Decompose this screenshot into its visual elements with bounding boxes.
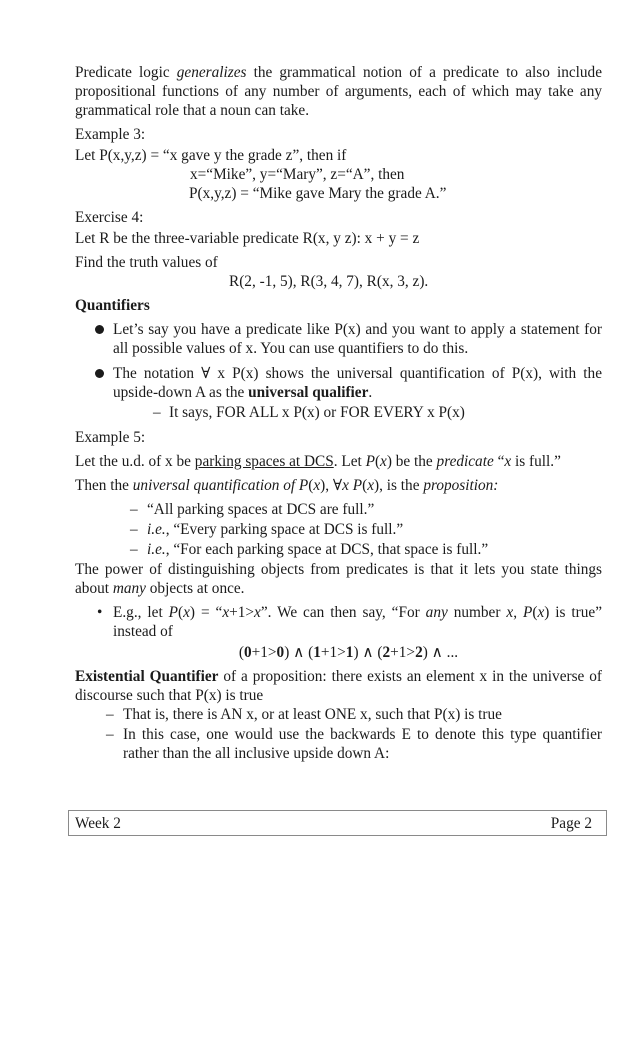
var: x — [367, 477, 375, 494]
example3-line2: x=“Mike”, y=“Mary”, z=“A”, then — [190, 166, 405, 183]
exercise4-label: Exercise 4: — [75, 209, 144, 226]
existential-paragraph — [75, 667, 602, 705]
example3-label: Example 3: — [75, 126, 146, 143]
text: ), is the — [374, 477, 424, 494]
text: Then the — [75, 477, 133, 494]
bullet-subitem — [113, 403, 602, 422]
text: ”. We can then say, “For — [260, 604, 426, 621]
bullet-text: Let’s say you have a predicate like P(x) and you want to apply a statement for all possible values of x. You can use quantifiers to do this. — [113, 321, 602, 357]
exercise4-line3: R(2, -1, 5), R(3, 4, 7), R(x, 3, z). — [229, 273, 429, 290]
num: 2 — [415, 644, 423, 661]
var: x P — [342, 477, 363, 494]
bullet-dot-icon — [95, 325, 104, 334]
bullet-icon: • — [97, 604, 103, 621]
footer-page-number: Page 2 — [550, 815, 592, 832]
example5-paragraph — [75, 452, 602, 471]
text: ( — [308, 477, 314, 494]
text: Let the u.d. of x be — [75, 453, 195, 470]
page-footer — [68, 810, 607, 836]
text: ) ∧ ... — [422, 644, 459, 661]
text: of a proposition: there exists an element x in the universe of discourse such that P(x) is true — [75, 668, 602, 704]
dash-marker: – — [106, 706, 114, 723]
footer-week: Week 2 — [75, 815, 121, 832]
var: x — [183, 604, 190, 621]
text: ( — [532, 604, 538, 621]
bullet-item-1 — [75, 320, 602, 358]
var: x — [380, 453, 387, 470]
universal-qualifier-term: universal qualifier — [248, 384, 369, 401]
var: x — [537, 604, 545, 621]
num: 2 — [382, 644, 391, 661]
dash-text: , “For each parking space at DCS, that space is full.” — [165, 541, 489, 558]
text: ( — [362, 477, 368, 494]
existential-dash-2 — [75, 725, 602, 763]
text: ) is true” instead of — [113, 604, 602, 640]
parking-spaces-underlined: parking spaces at DCS — [194, 453, 334, 470]
dash-marker: – — [130, 501, 138, 518]
text: E.g., let — [113, 604, 169, 621]
text: , — [513, 604, 523, 621]
text: ) be the — [386, 453, 437, 470]
dash-marker: – — [130, 541, 138, 558]
text: number — [447, 604, 507, 621]
document-body — [75, 63, 602, 764]
text: ) = “ — [189, 604, 223, 621]
intro-text-rest: the grammatical notion of a predicate to also include propositional functions of any number of arguments, each of which may take any grammatical role that a noun can take. — [75, 64, 602, 119]
bullet-dot-icon — [95, 369, 104, 378]
example3-line1: Let P(x,y,z) = “x gave y the grade z”, then if — [75, 147, 347, 164]
dash-text: “All parking spaces at DCS are full.” — [147, 501, 375, 518]
dash-item-3 — [75, 540, 602, 559]
text: . Let — [333, 453, 366, 470]
dash-text: In this case, one would use the backwards E to denote this type quantifier rather than the all inclusive upside down A: — [123, 726, 602, 762]
num: 0 — [243, 644, 252, 661]
var: P — [168, 604, 179, 621]
dash-marker: – — [153, 404, 161, 421]
text: ) ∧ ( — [353, 644, 383, 661]
var: x — [504, 453, 512, 470]
text: ( — [178, 604, 184, 621]
text: objects at once. — [145, 580, 245, 597]
dash-item-2 — [75, 520, 602, 539]
intro-emphasis: generalizes — [176, 64, 247, 81]
dash-marker: – — [130, 521, 138, 538]
var: P — [522, 604, 533, 621]
intro-text: Predicate logic — [75, 64, 177, 81]
bullet-text: The notation ∀ x P(x) shows the universal quantification of P(x), with the upside-down A as the — [113, 365, 602, 401]
dash-item-1 — [75, 500, 602, 519]
subitem-text: It says, FOR ALL x P(x) or FOR EVERY x P(x) — [169, 404, 465, 421]
text: is full.” — [511, 453, 561, 470]
dash-text: That is, there is AN x, or at least ONE x, such that P(x) is true — [123, 706, 502, 723]
text: ( — [238, 644, 244, 661]
any-term: any — [425, 604, 448, 621]
eg-bullet — [75, 603, 602, 641]
bullet-text-end: . — [368, 384, 373, 401]
ie-term: i.e. — [147, 521, 166, 538]
dash-marker: – — [106, 726, 114, 743]
text: +1> — [390, 644, 416, 661]
proposition-term: proposition: — [423, 477, 499, 494]
predicate-term: predicate — [436, 453, 494, 470]
var: x — [222, 604, 230, 621]
num: 1 — [313, 644, 321, 661]
conjunction-expression — [75, 643, 602, 662]
text: +1> — [251, 644, 277, 661]
quantifiers-heading: Quantifiers — [75, 297, 150, 314]
text: The power of distinguishing objects from predicates is that it lets you state things about — [75, 561, 602, 597]
universal-quantification-term: universal quantification of P — [132, 477, 309, 494]
var: x — [313, 477, 321, 494]
var: x — [506, 604, 514, 621]
var: P — [365, 453, 375, 470]
intro-paragraph — [75, 63, 602, 120]
num: 1 — [345, 644, 354, 661]
many-term: many — [112, 580, 146, 597]
text: +1> — [320, 644, 346, 661]
power-paragraph — [75, 560, 602, 598]
existential-quantifier-term: Existential Quantifier — [75, 668, 219, 685]
text: ( — [374, 453, 381, 470]
text: +1> — [229, 604, 255, 621]
var: x — [254, 604, 261, 621]
example3-line3: P(x,y,z) = “Mike gave Mary the grade A.” — [189, 185, 447, 202]
dash-text: , “Every parking space at DCS is full.” — [165, 521, 404, 538]
text: ) ∧ ( — [284, 644, 314, 661]
text: ), ∀ — [320, 477, 343, 494]
text: “ — [493, 453, 505, 470]
exercise4-line1: Let R be the three-variable predicate R(x, y z): x + y = z — [75, 230, 420, 247]
then-paragraph — [75, 476, 602, 495]
existential-dash-1 — [75, 705, 602, 724]
ie-term: i.e. — [147, 541, 166, 558]
num: 0 — [276, 644, 285, 661]
bullet-item-2 — [75, 364, 602, 422]
exercise4-line2: Find the truth values of — [75, 254, 218, 271]
example5-label: Example 5: — [75, 429, 146, 446]
